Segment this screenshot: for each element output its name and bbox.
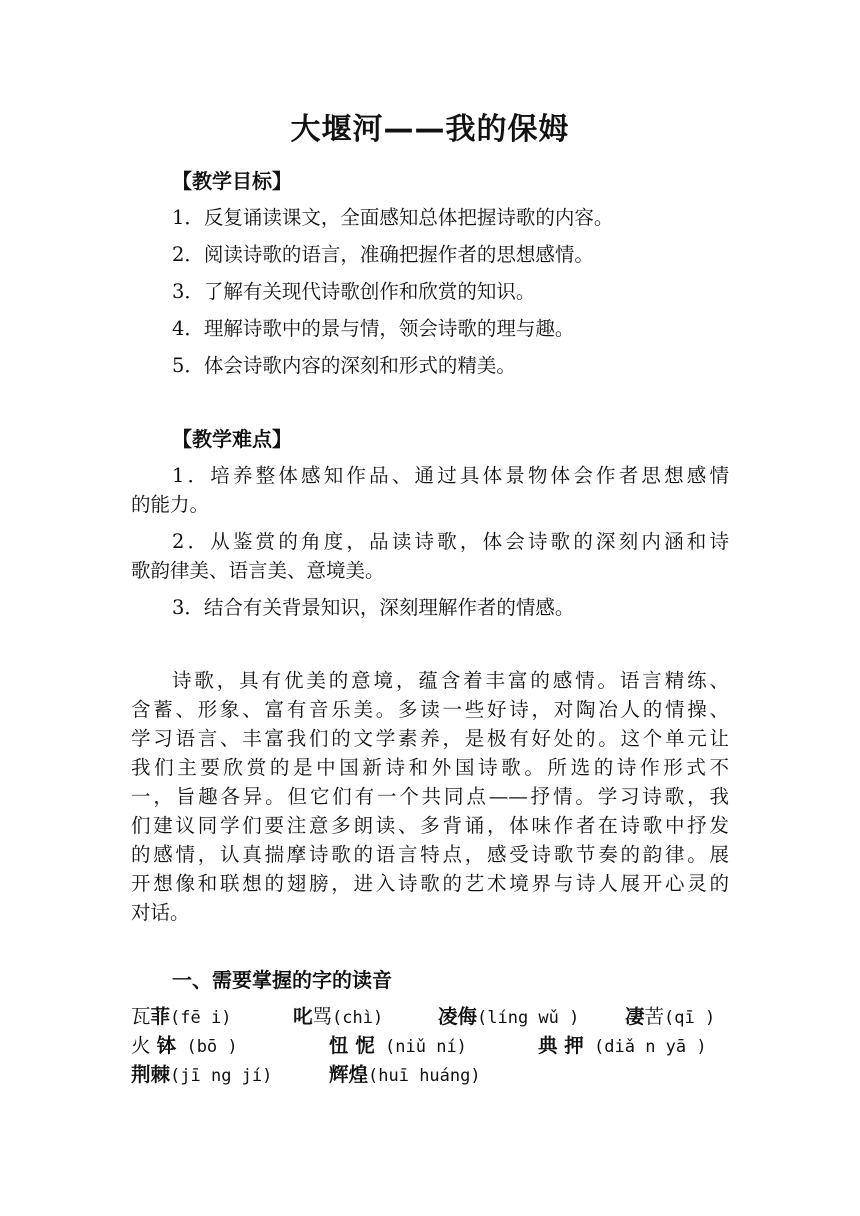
difficulty-line: 1．培养整体感知作品、通过具体景物体会作者思想感情 bbox=[172, 464, 729, 487]
page-title: 大堰河——我的保姆 bbox=[290, 112, 570, 147]
entry-pinyin: (chì) bbox=[332, 1008, 384, 1028]
entry-pinyin: (bō ) bbox=[176, 1037, 238, 1057]
objective-item: 4．理解诗歌中的景与情，领会诗歌的理与趣。 bbox=[172, 317, 575, 340]
pronunciation-entry bbox=[329, 1031, 467, 1062]
pronunciation-entry bbox=[293, 1002, 383, 1033]
objectives-heading: 【教学目标】 bbox=[172, 169, 292, 193]
intro-line: 诗歌，具有优美的意境，蕴含着丰富的感情。语言精练、 bbox=[172, 669, 729, 692]
entry-word: 典 押 bbox=[538, 1034, 584, 1057]
entry-plain-char: 苦 bbox=[644, 1005, 665, 1028]
entry-pinyin: (niǔ ní) bbox=[374, 1037, 467, 1057]
pronunciation-entry bbox=[438, 1002, 579, 1033]
difficulty-line: 歌韵律美、语言美、意境美。 bbox=[131, 559, 385, 582]
pronunciation-entry bbox=[625, 1002, 715, 1033]
entry-word: 凌侮 bbox=[438, 1005, 478, 1028]
entry-word: 凄 bbox=[625, 1005, 645, 1028]
entry-pinyin: (jī ng jí) bbox=[170, 1066, 273, 1086]
pronunciation-entry bbox=[538, 1031, 707, 1062]
difficulty-line: 的能力。 bbox=[131, 493, 210, 516]
intro-line: 对话。 bbox=[131, 901, 190, 924]
objective-item: 2．阅读诗歌的语言，准确把握作者的思想感情。 bbox=[172, 243, 594, 266]
difficulties-heading: 【教学难点】 bbox=[172, 427, 292, 451]
pronunciation-heading: 一、需要掌握的字的读音 bbox=[172, 968, 392, 992]
entry-word: 忸 怩 bbox=[329, 1034, 375, 1057]
entry-plain-char: 瓦 bbox=[131, 1005, 151, 1028]
pronunciation-entry bbox=[329, 1060, 481, 1091]
difficulty-line: 3．结合有关背景知识，深刻理解作者的情感。 bbox=[172, 596, 575, 619]
entry-pinyin: (huī huáng) bbox=[368, 1066, 481, 1086]
entry-plain-char: 火 bbox=[131, 1034, 157, 1057]
entry-pinyin: (qī ) bbox=[664, 1008, 716, 1028]
objective-item: 1．反复诵读课文，全面感知总体把握诗歌的内容。 bbox=[172, 206, 614, 229]
entry-word: 叱 bbox=[293, 1005, 313, 1028]
pronunciation-entry bbox=[131, 1031, 238, 1062]
intro-line: 含蓄、形象、富有音乐美。多读一些好诗，对陶冶人的情操、 bbox=[131, 698, 729, 721]
entry-word: 钵 bbox=[156, 1034, 177, 1057]
pronunciation-row bbox=[131, 1031, 731, 1061]
intro-line: 学习语言、丰富我们的文学素养，是极有好处的。这个单元让 bbox=[131, 727, 729, 750]
pronunciation-row bbox=[131, 1002, 731, 1032]
intro-line: 的感情，认真揣摩诗歌的语言特点，感受诗歌节奏的韵律。展 bbox=[131, 843, 729, 866]
entry-word: 辉煌 bbox=[329, 1063, 369, 1086]
objective-item: 5．体会诗歌内容的深刻和形式的精美。 bbox=[172, 354, 516, 377]
entry-pinyin: (líng wǔ ) bbox=[477, 1008, 580, 1028]
entry-plain-char: 骂 bbox=[312, 1005, 333, 1028]
entry-word: 菲 bbox=[150, 1005, 171, 1028]
pronunciation-row bbox=[131, 1060, 731, 1090]
entry-pinyin: (fē i) bbox=[170, 1008, 232, 1028]
intro-line: 我们主要欣赏的是中国新诗和外国诗歌。所选的诗作形式不 bbox=[131, 756, 729, 779]
intro-line: 开想像和联想的翅膀，进入诗歌的艺术境界与诗人展开心灵的 bbox=[131, 872, 729, 895]
difficulty-line: 2．从鉴赏的角度，品读诗歌，体会诗歌的深刻内涵和诗 bbox=[172, 530, 729, 553]
intro-line: 一，旨趣各异。但它们有一个共同点——抒情。学习诗歌，我 bbox=[131, 785, 729, 808]
pronunciation-entry bbox=[131, 1060, 272, 1091]
pronunciation-entry bbox=[131, 1002, 231, 1033]
entry-pinyin: (diǎ n yā ) bbox=[583, 1037, 707, 1057]
objective-item: 3．了解有关现代诗歌创作和欣赏的知识。 bbox=[172, 280, 536, 303]
entry-word: 荆棘 bbox=[131, 1063, 171, 1086]
intro-line: 们建议同学们要注意多朗读、多背诵，体味作者在诗歌中抒发 bbox=[131, 814, 729, 837]
